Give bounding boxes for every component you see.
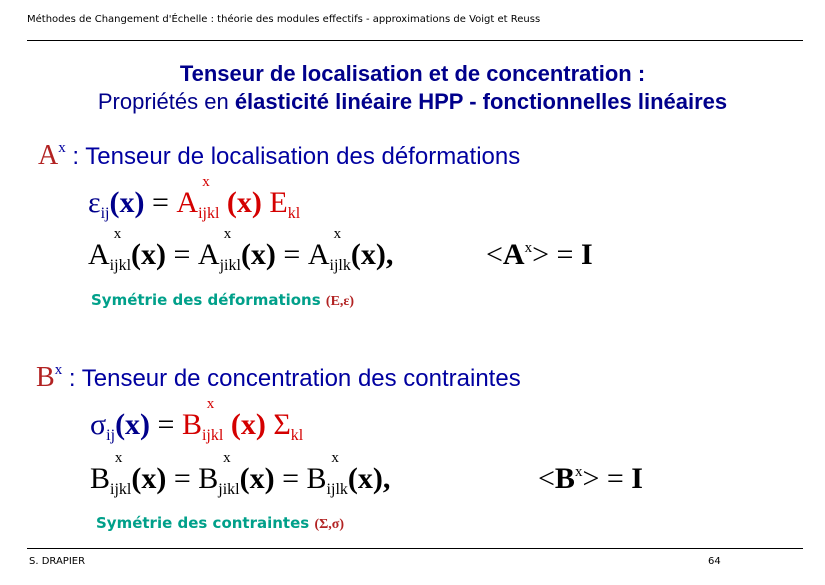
slide-title: Tenseur de localisation et de concentration :: [179, 61, 646, 86]
equation-a2: $A_{ijkl}$ x $(x) = A_{jikl}$ x $(x) = A_{ijlk}$ x (x),: [88, 226, 394, 274]
symmetry-note-b-args: (Σ,σ): [314, 517, 345, 532]
course-header: Méthodes de Changement d'Échelle : théorie des modules effectifs - approximations de Voigt et Reuss: [27, 14, 541, 25]
equation-a-average: $<A^x> = I$: [486, 238, 593, 271]
subtitle-prefix: Propriétés en: [97, 89, 235, 114]
footer-author: S. DRAPIER: [29, 556, 86, 567]
section-a-heading: [38, 140, 520, 172]
symmetry-note-a-args: (E,ε): [325, 294, 355, 309]
header-divider: [27, 40, 803, 41]
page-number: 64: [708, 556, 721, 567]
section-b-heading: [36, 362, 521, 394]
equation-a1: $\varepsilon_{ij}(x) = A_{ijkl}$ x (x) $E_{kl}$: [88, 174, 301, 222]
tensor-b-symbol: [36, 362, 62, 393]
equation-b-average: $<B^x> = I$: [538, 462, 643, 495]
equation-b2: $B_{ijkl}$ x $(x) = B_{jikl}$ x $(x) = B_{ijlk}$ x (x),: [90, 450, 391, 498]
tensor-a-symbol: [38, 140, 66, 171]
footer-divider: [27, 548, 803, 549]
section-b-label: : Tenseur de concentration des contraintes: [68, 365, 521, 392]
symmetry-note-a: [91, 291, 354, 310]
subtitle-bold: élasticité linéaire HPP - fonctionnelles linéaires: [234, 89, 728, 114]
symmetry-note-b-text: Symétrie des contraintes: [96, 514, 310, 532]
symmetry-note-a-text: Symétrie des déformations: [91, 291, 321, 309]
slide-subtitle: [0, 88, 825, 116]
equation-b1: $\sigma_{ij}(x) = B_{ijkl}$ x (x) $\Sigma_{kl}$: [90, 396, 304, 444]
tensor-a-sup: x: [58, 140, 66, 156]
tensor-a-letter: A: [38, 140, 59, 171]
tensor-b-letter: B: [36, 362, 55, 393]
symmetry-note-b: [96, 514, 344, 533]
tensor-b-sup: x: [54, 362, 63, 378]
section-a-label: : Tenseur de localisation des déformations: [72, 143, 521, 170]
